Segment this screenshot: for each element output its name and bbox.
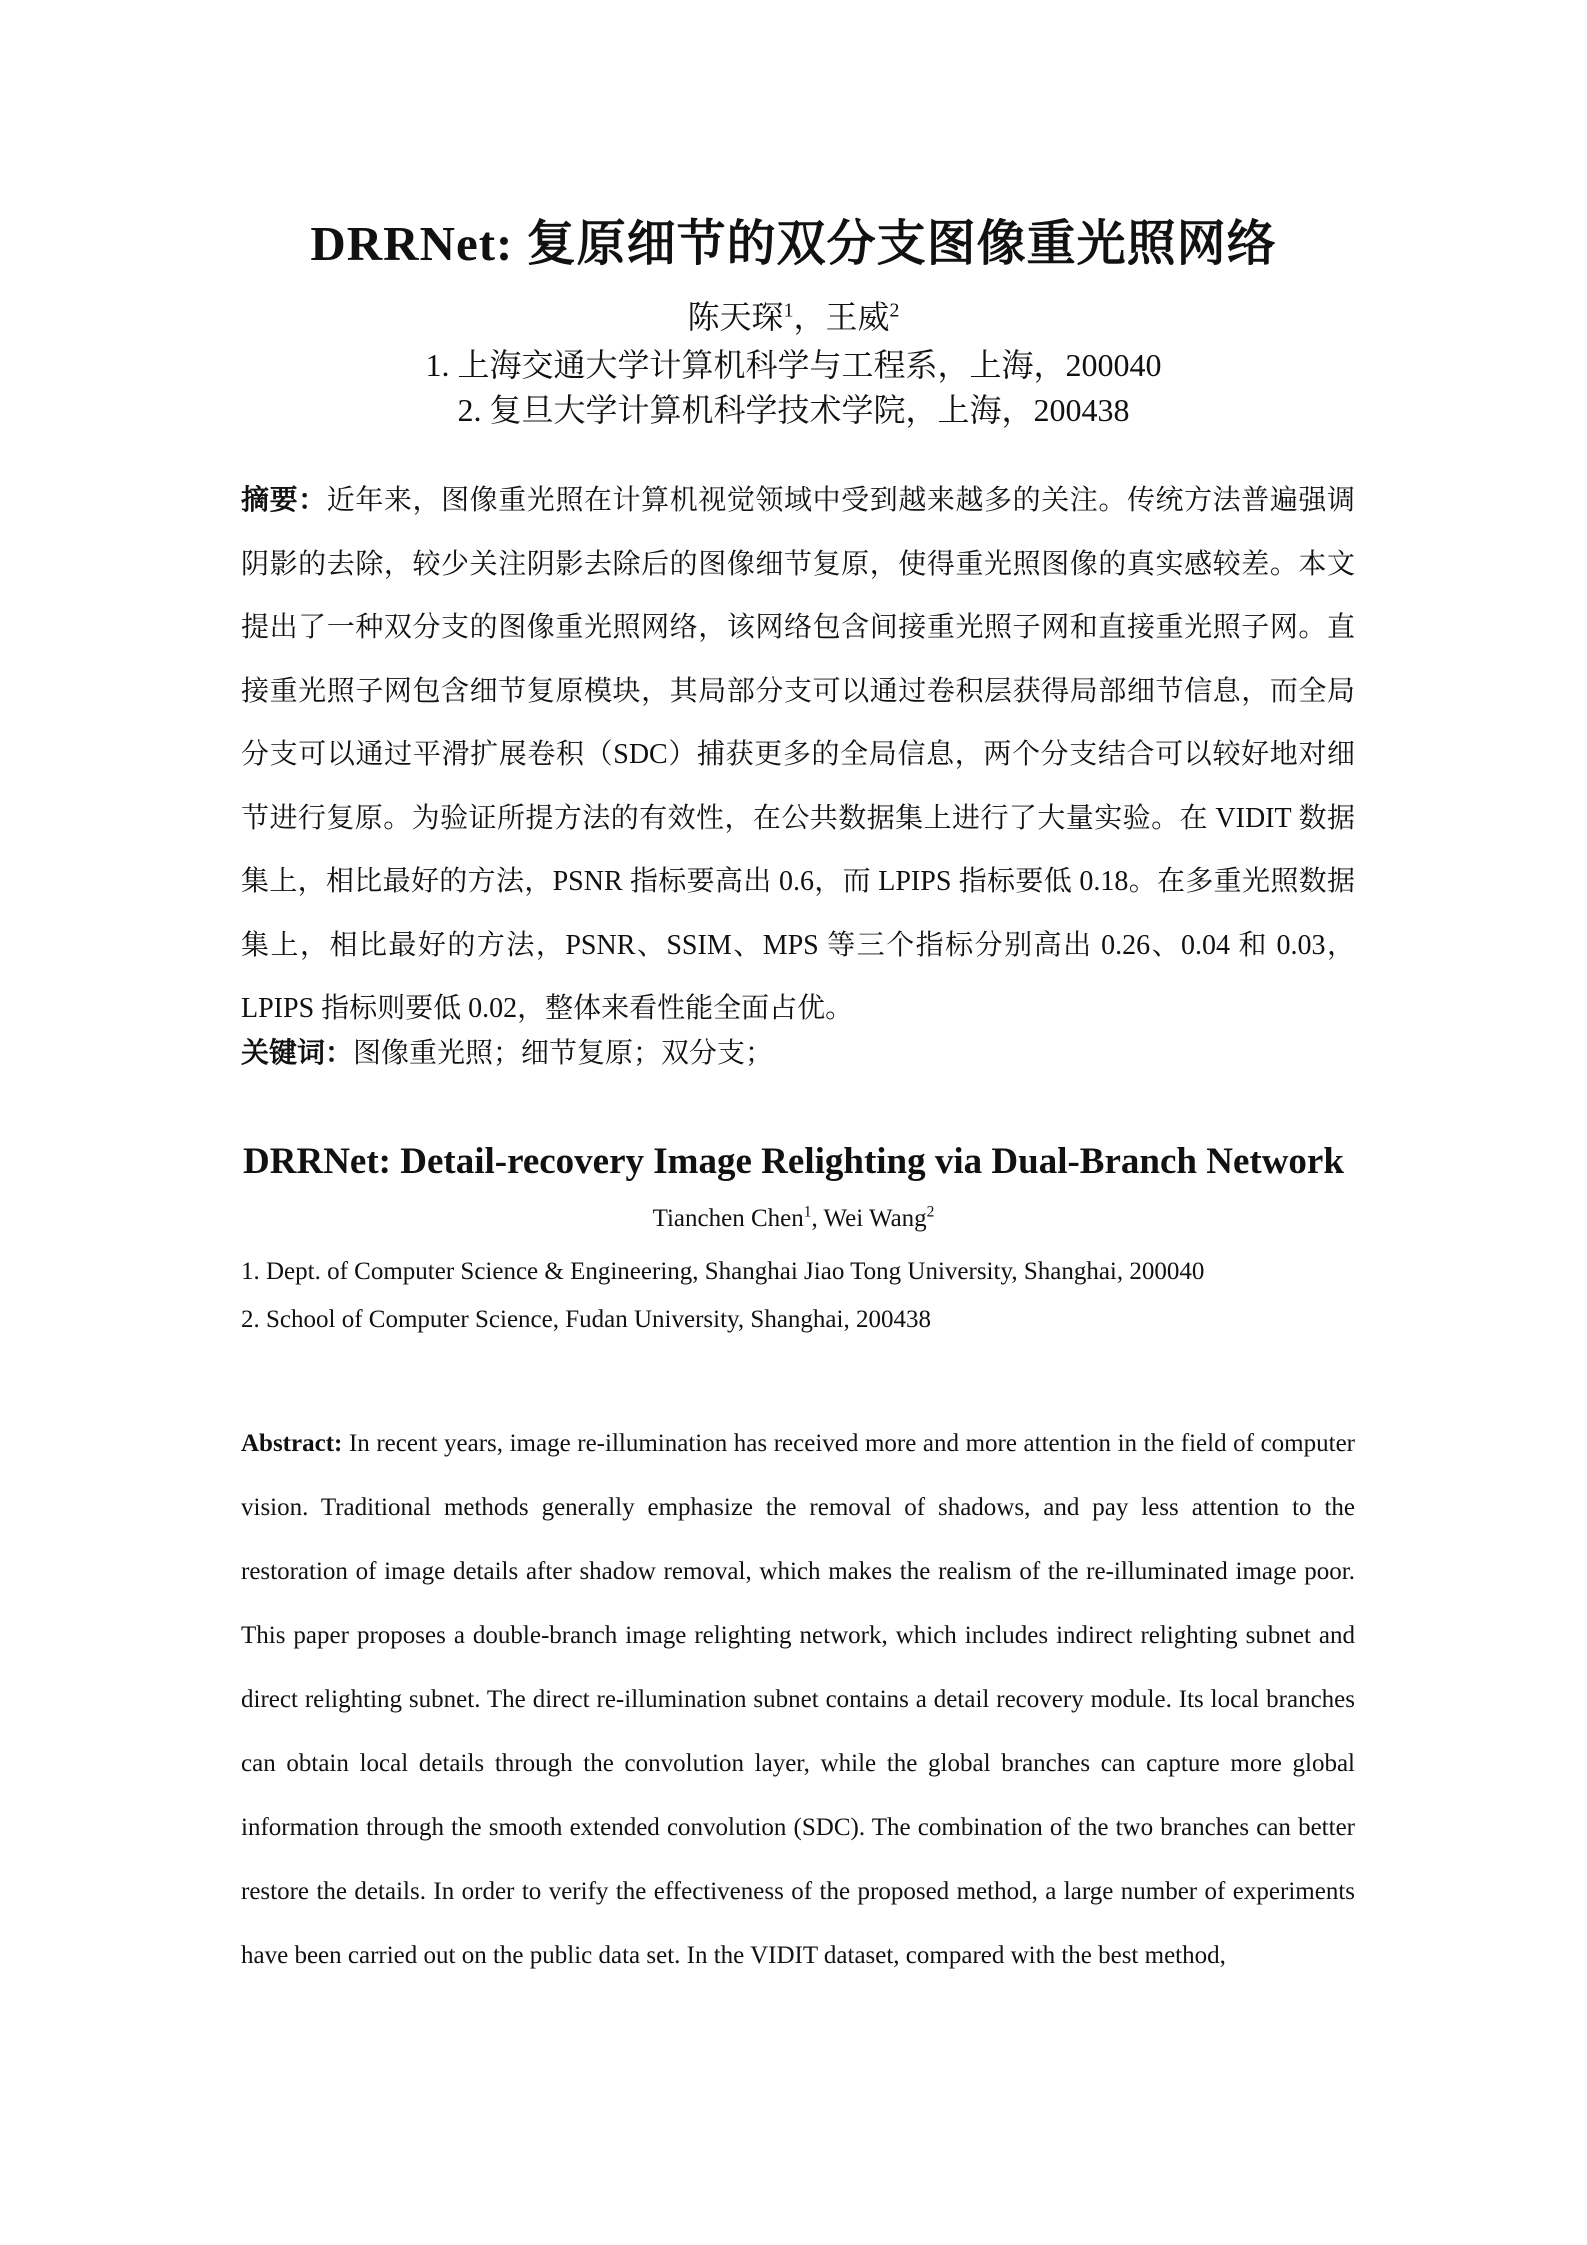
chinese-author-1: 陈天琛 bbox=[687, 299, 784, 335]
english-affiliation-2: 2. School of Computer Science, Fudan University, Shanghai, 200438 bbox=[241, 1306, 931, 1333]
english-author-2-affiliation-mark: 2 bbox=[926, 1203, 935, 1221]
english-abstract bbox=[241, 1412, 1355, 1988]
chinese-author-1-affiliation-mark: 1 bbox=[783, 299, 794, 322]
english-author-separator: , bbox=[811, 1205, 824, 1232]
english-authors bbox=[0, 1205, 1587, 1233]
chinese-authors bbox=[0, 292, 1587, 338]
english-affiliation-1: 1. Dept. of Computer Science & Engineering, Shanghai Jiao Tong University, Shanghai, 200040 bbox=[241, 1258, 1205, 1285]
chinese-abstract-text: 近年来，图像重光照在计算机视觉领域中受到越来越多的关注。传统方法普遍强调阴影的去除，较少关注阴影去除后的图像细节复原，使得重光照图像的真实感较差。本文提出了一种双分支的图像重光照网络，该网络包含间接重光照子网和直接重光照子网。直接重光照子网包含细节复原模块，其局部分支可以通过卷积层获得局部细节信息，而全局分支可以通过平滑扩展卷积（SDC）捕获更多的全局信息，两个分支结合可以较好地对细节进行复原。为验证所提方法的有效性，在公共数据集上进行了大量实验。在 VIDIT 数据集上，相比最好的方法，PSNR 指标要高出 0.6，而 LPIPS 指标要低 0.18。在多重光照数据集上，相比最好的方法，PSNR、SSIM、MPS 等三个指标分别高出 0.26、0.04 和 0.03，LPIPS 指标则要低 0.02，整体来看性能全面占优。 bbox=[241, 485, 1355, 1024]
chinese-affiliation-1: 1. 上海交通大学计算机科学与工程系，上海，200040 bbox=[425, 347, 1162, 383]
chinese-title: DRRNet: 复原细节的双分支图像重光照网络 bbox=[310, 216, 1277, 271]
chinese-abstract-label: 摘要： bbox=[241, 483, 327, 516]
english-title: DRRNet: Detail-recovery Image Relighting via Dual-Branch Network bbox=[243, 1141, 1344, 1182]
chinese-author-2-affiliation-mark: 2 bbox=[889, 299, 900, 322]
chinese-keywords bbox=[241, 1031, 1355, 1071]
chinese-author-2: 王威 bbox=[825, 299, 890, 335]
chinese-abstract bbox=[241, 468, 1355, 1041]
english-abstract-label: Abstract: bbox=[241, 1430, 343, 1457]
chinese-keywords-label: 关键词： bbox=[241, 1036, 354, 1069]
chinese-keywords-text: 图像重光照；细节复原；双分支； bbox=[353, 1038, 774, 1069]
english-abstract-text: In recent years, image re-illumination has received more and more attention in the field of computer vision. Traditional methods generally emphasize the removal of shadows, and pay less attention to the restoration of image details after shadow removal, which makes the realism of the re-illuminated image poor. This paper proposes a double-branch image relighting network, which includes indirect relighting subnet and direct relighting subnet. The direct re-illumination subnet contains a detail recovery module. Its local branches can obtain local details through the convolution layer, while the global branches can capture more global information through the smooth extended convolution (SDC). The combination of the two branches can better restore the details. In order to verify the effectiveness of the proposed method, a large number of experiments have been carried out on the public data set. In the VIDIT dataset, compared with the best method, bbox=[241, 1430, 1355, 1969]
english-author-1-affiliation-mark: 1 bbox=[803, 1203, 812, 1221]
english-author-2: Wei Wang bbox=[823, 1205, 927, 1232]
english-author-1: Tianchen Chen bbox=[652, 1205, 804, 1232]
chinese-affiliation-2: 2. 复旦大学计算机科学技术学院，上海，200438 bbox=[457, 392, 1130, 428]
chinese-author-separator: ， bbox=[793, 299, 826, 335]
